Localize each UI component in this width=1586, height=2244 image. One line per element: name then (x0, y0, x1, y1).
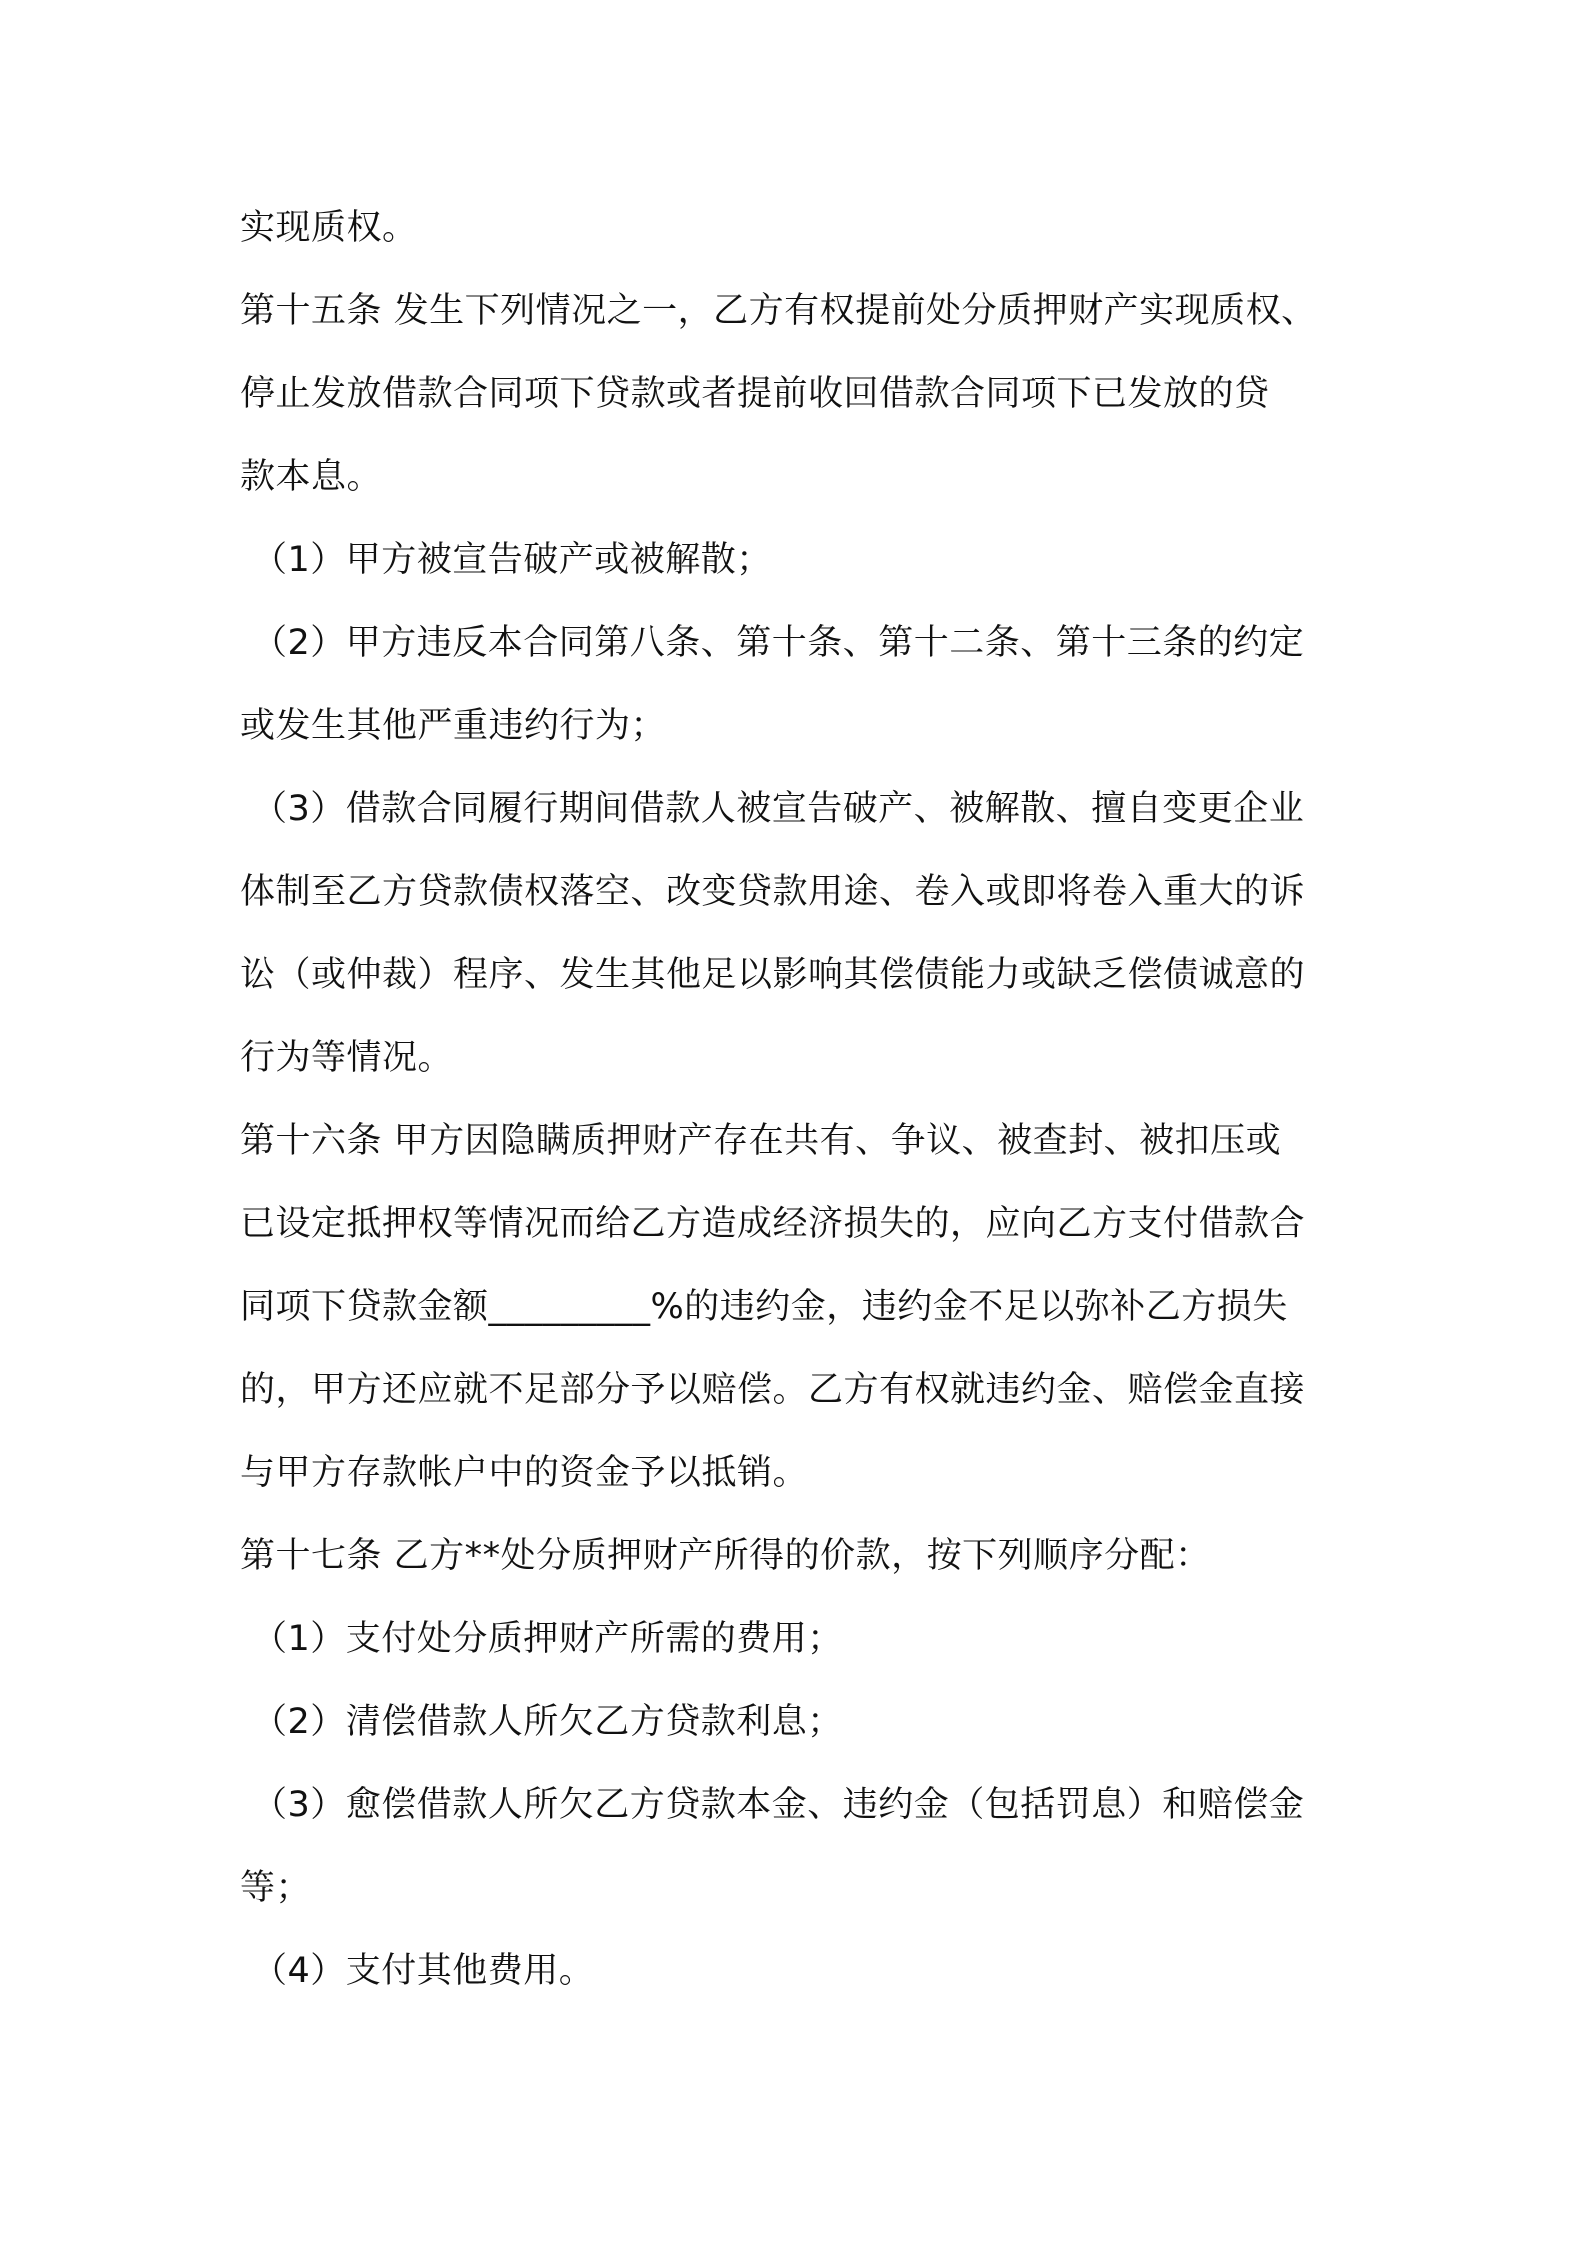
text-line: 体制至乙方贷款债权落空、改变贷款用途、卷入或即将卷入重大的诉 (240, 872, 1306, 912)
text-line: 同项下贷款金额_________%的违约金，违约金不足以弥补乙方损失 (240, 1287, 1288, 1327)
list-item: （1）甲方被宣告破产或被解散； (252, 540, 772, 580)
text-line: 讼（或仲裁）程序、发生其他足以影响其偿债能力或缺乏偿债诚意的 (240, 955, 1306, 995)
text-line: 停止发放借款合同项下贷款或者提前收回借款合同项下已发放的贷 (240, 374, 1270, 414)
article-15-heading-line: 第十五条 发生下列情况之一，乙方有权提前处分质押财产实现质权、 (240, 291, 1317, 331)
text-line: 行为等情况。 (240, 1038, 454, 1078)
text-line: 与甲方存款帐户中的资金予以抵销。 (240, 1453, 809, 1493)
article-16-heading-line: 第十六条 甲方因隐瞒质押财产存在共有、争议、被查封、被扣压或 (240, 1121, 1282, 1161)
list-item: （3）借款合同履行期间借款人被宣告破产、被解散、擅自变更企业 (252, 789, 1305, 829)
list-item: （2）甲方违反本合同第八条、第十条、第十二条、第十三条的约定 (252, 623, 1305, 663)
list-item: （2）清偿借款人所欠乙方贷款利息； (252, 1702, 843, 1742)
text-line: 实现质权。 (240, 208, 418, 248)
text-line: 的，甲方还应就不足部分予以赔偿。乙方有权就违约金、赔偿金直接 (240, 1370, 1306, 1410)
list-item: （1）支付处分质押财产所需的费用； (252, 1619, 843, 1659)
list-item: （4）支付其他费用。 (252, 1951, 595, 1991)
text-line: 等； (240, 1868, 312, 1908)
article-17-heading-line: 第十七条 乙方**处分质押财产所得的价款，按下列顺序分配： (240, 1536, 1211, 1576)
list-item: （3）愈偿借款人所欠乙方贷款本金、违约金（包括罚息）和赔偿金 (252, 1785, 1305, 1825)
text-line: 或发生其他严重违约行为； (240, 706, 667, 746)
text-line: 款本息。 (240, 457, 383, 497)
text-line: 已设定抵押权等情况而给乙方造成经济损失的，应向乙方支付借款合 (240, 1204, 1306, 1244)
